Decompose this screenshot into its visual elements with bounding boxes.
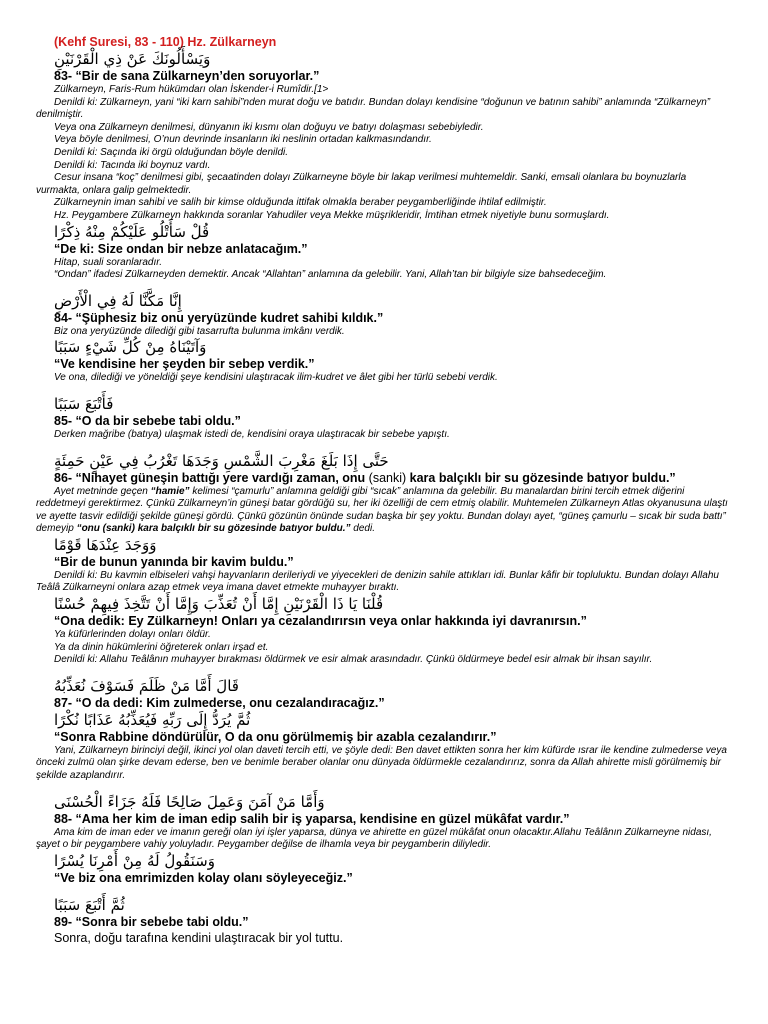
commentary-line: Denildi ki: Zülkarneyn, yani “iki karn sahibi”nden murat doğu ve batıdır. Bundan dolayı kendisine “doğunun ve batının sahibi” anlamında “Zülkarneyn” denilmiştir. (36, 96, 711, 121)
arabic-verse: قَالَ أَمَّا مَنْ ظَلَمَ فَسَوْفَ نُعَذِّبُهُ (54, 676, 239, 695)
commentary-line: Zülkarneyn, Faris-Rum hükümdarı olan İskender-i Rumîdir.[1> (54, 84, 329, 95)
commentary-line: Ayet metninde geçen “hamie” kelimesi “çamurlu” anlamına geldiği gibi “sıcak” anlamına da gelebilir. Bu manalardan birini tercih etmek diğerini reddetmeyi gerektirmez. Çünkü Zülkarneyn’in güneşi batar gördüğü su, her iki özelliği de cem etmiş olabilir. Muhtemelen Zülkarneyn Atlas okyanusuna ulaştı ve ayette tasvir edildiği şekilde güneşi gördü. Çünkü gözünün önünde sudan başka bir şey yoktu. Bundan dolayı ayet, “güneş çamurlu – sıcak bir suda battı” demeyip “onu (sanki) kara balçıklı bir su gözesinde batıyor buldu.” dedi. (36, 485, 728, 535)
verse-translation: “Ve biz ona emrimizden kolay olanı söyleyeceğiz.” (54, 870, 353, 885)
verse-translation: “Ona dedik: Ey Zülkarneyn! Onları ya cezalandırırsın veya onlar hakkında iyi davranırsın.” (54, 614, 587, 629)
commentary-line: Derken mağribe (batıya) ulaşmak istedi de, kendisini oraya ulaştıracak bir sebebe yapıştı. (54, 428, 450, 440)
document-title: (Kehf Suresi, 83 - 110) Hz. Zülkarneyn (54, 35, 277, 49)
verse-translation: 87- “O da dedi: Kim zulmederse, onu cezalandıracağız.” (54, 695, 385, 710)
arabic-verse: وَسَنَقُولُ لَهُ مِنْ أَمْرِنَا يُسْرًا (54, 851, 215, 870)
arabic-verse: وَأَمَّا مَنْ آمَنَ وَعَمِلَ صَالِحًا فَلَهُ جَزَاءً الْحُسْنَى (54, 792, 325, 811)
commentary-line: Zülkarneynin iman sahibi ve salih bir kimse olduğunda ittifak olmakla beraber peygamberliğinde ihtilaf edilmiştir. (54, 197, 547, 209)
verse-text: 86- “Nihayet güneşin battığı yere vardığı zaman, onu (54, 470, 366, 485)
arabic-verse: وَآتَيْنَاهُ مِنْ كُلِّ شَيْءٍ سَبَبًا (54, 338, 207, 357)
verse-translation: 89- “Sonra bir sebebe tabi oldu.” (54, 914, 249, 929)
commentary-line: Ya da dinin hükümlerini öğreterek onları irşad et. (54, 641, 269, 653)
verse-translation: 84- “Şüphesiz biz onu yeryüzünde kudret sahibi kıldık.” (54, 310, 384, 325)
commentary-line: Veya böyle denilmesi, O’nun devrinde insanların iki neslinin ortadan kalkmasındandır. (54, 134, 432, 146)
commentary-line: Hitap, suali soranlaradır. (54, 256, 163, 268)
commentary-line: Biz ona yeryüzünde dilediği gibi tasarrufta bulunma imkânı verdik. (54, 325, 345, 337)
commentary-line: Hz. Peygambere Zülkarneyn hakkında soranlar Yahudiler veya Mekke müşrikleridir, İmtihan etmek niyetiyle bunu sormuşlardı. (54, 209, 610, 221)
commentary-line: “Ondan” ifadesi Zülkarneyden demektir. Ancak “Allahtan” anlamına da gelebilir. Yani, Allah’tan bir bilgiyle size bahsedeceğim. (54, 269, 607, 281)
commentary-plain: Sonra, doğu tarafına kendini ulaştıracak bir yol tuttu. (54, 930, 344, 945)
arabic-verse: ثُمَّ أَتْبَعَ سَبَبًا (54, 895, 125, 914)
commentary-line: Yani, Zülkarneyn birinciyi değil, ikinci yol olan daveti tercih etti, ve şöyle dedi: Ben davet ettikten sonra her kim küfürde ısrar ile kendine zulmederse veya önceki zulmü olan şirke devam ederse, ben ve benimle beraber olanlar onu dünyada öldürmekle cezalandırırız, sonra da Allah ahirette misli görülmemiş bir şekilde azaplandırır. (36, 744, 727, 782)
verse-translation (54, 471, 732, 486)
commentary-line: Denildi ki: Saçında iki örgü olduğundan böyle denildi. (54, 146, 289, 158)
arabic-verse: فَأَتْبَعَ سَبَبًا (54, 394, 114, 413)
commentary-line: Denildi ki: Bu kavmin elbiseleri vahşi hayvanların derileriydi ve yiyecekleri de denizin sahile attıkları idi. Bunlar kâfir bir topluluktu. Bundan dolayı Allahu Teâlâ Zülkarneyni onlara azap etmek veya imana davet etmekte muhayyer bıraktı. (36, 569, 719, 594)
verse-translation: 88- “Ama her kim de iman edip salih bir iş yaparsa, kendisine en güzel mükâfat vardır.” (54, 811, 570, 826)
verse-translation: “Bir de bunun yanında bir kavim buldu.” (54, 554, 294, 569)
verse-translation: “Ve kendisine her şeyden bir sebep verdik.” (54, 357, 315, 372)
arabic-verse: وَوَجَدَ عِنْدَهَا قَوْمًا (54, 535, 157, 554)
commentary-line: Ve ona, dilediği ve yöneldiği şeye kendisini ulaştıracak ilim-kudret ve âlet gibi her türlü sebebi verdik. (54, 372, 498, 384)
verse-translation: “Sonra Rabbine döndürülür, O da onu görülmemiş bir azabla cezalandırır.” (54, 729, 497, 744)
verse-text: kara balçıklı bir su gözesinde batıyor buldu.” (409, 470, 676, 485)
commentary-line: Ama kim de iman eder ve imanın gereği olan iyi işler yaparsa, dünya ve ahirette en güzel mükâfat onun olacaktır.Allahu Teâlânın Zülkarneyne nidası, şayet o bir peygambere vahiy yoluyladır. Peygamber değilse de ilhamla veya bir peygamberin diliyledir. (36, 826, 712, 851)
commentary-line: Veya ona Zülkarneyn denilmesi, dünyanın iki kısmı olan doğuyu ve batıyı dolaşması sebebiyledir. (54, 121, 484, 133)
commentary-line: Denildi ki: Tacında iki boynuz vardı. (54, 159, 211, 171)
verse-translation: 85- “O da bir sebebe tabi oldu.” (54, 413, 241, 428)
arabic-verse: قُلْنَا يَا ذَا الْقَرْنَيْنِ إِمَّا أَنْ تُعَذِّبَ وَإِمَّا أَنْ تَتَّخِذَ فِيهِمْ حُسْنًا (54, 595, 384, 614)
commentary-line: Cesur insana “koç” denilmesi gibi, şecaatinden dolayı Zülkarneyne böyle bir lakap verilmesi muhtemeldir. Sanki, emsali olanlara bu boynuzlarla vurmakta, onlara galip gelmektedir. (36, 172, 687, 196)
arabic-verse: ثُمَّ يُرَدُّ إِلَى رَبِّهِ فَيُعَذِّبُهُ عَذَابًا نُكْرًا (54, 710, 251, 729)
verse-translation: “De ki: Size ondan bir nebze anlatacağım.” (54, 241, 308, 256)
verse-translation: 83- “Bir de sana Zülkarneyn’den soruyorlar.” (54, 69, 320, 83)
commentary-line: Denildi ki: Allahu Teâlânın muhayyer bırakması öldürmek ve esir almak arasındadır. Çünkü öldürmeye bedel esir almak bir ihsan sayılır. (54, 654, 653, 666)
verse-aside: (sanki) (365, 470, 410, 485)
arabic-verse: إِنَّا مَكَّنَّا لَهُ فِي الْأَرْضِ (54, 291, 182, 310)
commentary-line: Ya küfürlerinden dolayı onları öldür. (54, 629, 211, 641)
arabic-verse: حَتَّى إِذَا بَلَغَ مَغْرِبَ الشَّمْسِ وَجَدَهَا تَغْرُبُ فِي عَيْنٍ حَمِئَةٍ (54, 451, 389, 470)
arabic-verse: قُلْ سَأَتْلُو عَلَيْكُمْ مِنْهُ ذِكْرًا (54, 222, 210, 241)
arabic-verse: وَيَسْأَلُونَكَ عَنْ ذِي الْقَرْنَيْنِ (54, 50, 211, 68)
